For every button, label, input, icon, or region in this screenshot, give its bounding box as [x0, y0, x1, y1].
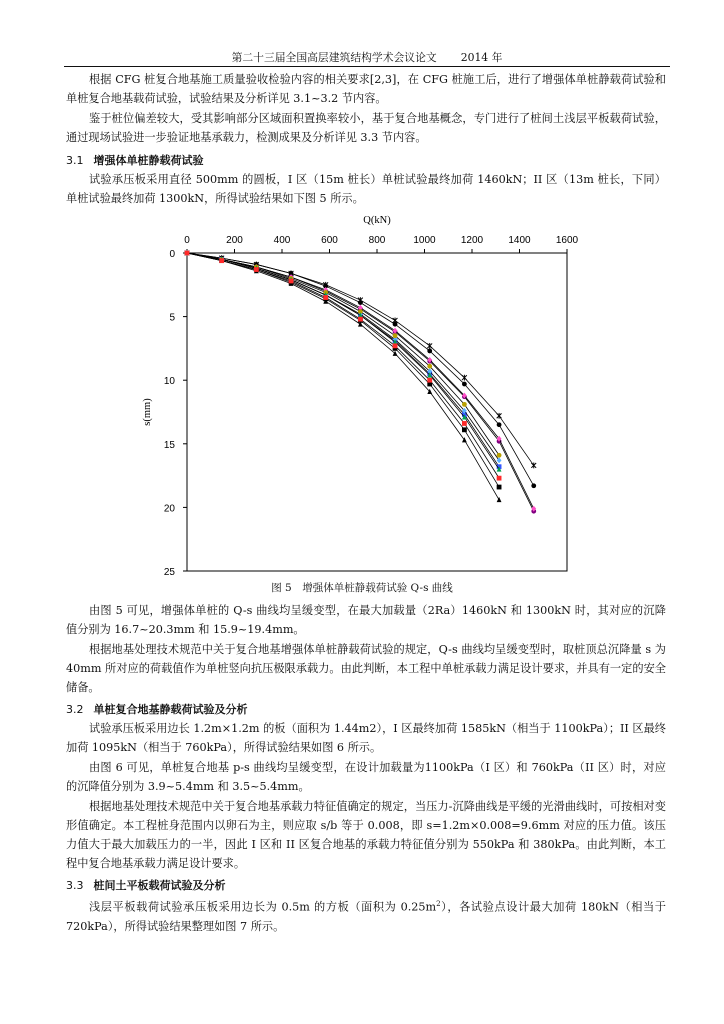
data-point [497, 476, 502, 481]
x-tick-label: 1000 [413, 235, 436, 246]
section-3-3-heading [66, 877, 226, 893]
section-number: 3.3 [66, 879, 84, 892]
data-point [462, 382, 467, 387]
series-line [187, 253, 499, 500]
y-tick-label: 0 [169, 249, 175, 260]
y-tick-label: 5 [169, 312, 175, 324]
series-line [187, 253, 499, 467]
sec32-paragraph-3 [66, 797, 666, 873]
y-tick-label: 15 [163, 439, 175, 451]
data-point [462, 427, 467, 432]
sec33-p1a-text: 浅层平板载荷试验承压板采用边长为 0.5m 的方板（面积为 0.25m [89, 900, 437, 914]
data-point [462, 402, 467, 407]
section-title: 桩间土平板载荷试验及分析 [93, 879, 226, 892]
data-point [185, 251, 190, 256]
data-point [427, 378, 432, 383]
intro-p1-text: 根据 CFG 桩复合地基施工质量验收检验内容的相关要求[2,3]，在 CFG 桩施工后，进行了增强体单桩静载荷试验和单桩复合地基载荷试验，试验结果及分析详见 3.1~3.2 节内容。 [66, 73, 666, 105]
data-point [497, 453, 502, 458]
y-tick-label: 25 [163, 567, 175, 578]
x-tick-label: 400 [273, 235, 291, 246]
data-point [219, 258, 224, 263]
data-point [497, 422, 502, 427]
data-point [393, 343, 398, 348]
section-title: 增强体单桩静载荷试验 [93, 154, 204, 167]
y-axis-label: s(mm) [142, 398, 153, 426]
sec32-p3-text: 根据地基处理技术规范中关于复合地基承载力特征值确定的规定，当压力-沉降曲线是平缓的光滑曲线时，可按相对变形值确定。本工程桩身范围内以卵石为主，则应取 s/b 等于 0.008，即 s=1.2m×0.008=9.6mm 对应的压力值。该压力值大于最大加载压力的一半，因此 I 区和 II 区复合地基的承载力特征值分别为 550kPa 和 380kPa。由此判断，本工程中复合地基承载力满足设计要求。 [66, 800, 666, 870]
series-line [187, 253, 499, 469]
sec33-paragraph-1 [66, 895, 666, 936]
figure-caption: 图 5 增强体单桩静载荷试验 Q-s 曲线 [271, 582, 453, 594]
y-tick-label: 10 [163, 376, 175, 388]
sec31-paragraph-2 [66, 601, 666, 639]
sec31-p3-text: 根据地基处理技术规范中关于复合地基增强体单桩静载荷试验的规定，Q-s 曲线均呈缓变型时，取桩顶总沉降量 s 为 40mm 所对应的荷载值作为单桩竖向抗压极限承载力。由此判断，本工程中单桩承载力满足设计要求，并具有一定的安全储备。 [66, 643, 666, 694]
section-title: 单桩复合地基静载荷试验及分析 [93, 703, 248, 716]
sec32-p2-text: 由图 6 可见，单桩复合地基 p-s 曲线均呈缓变型，在设计加载量为1100kPa（I 区）和 760kPa（II 区）时，对应的沉降值分别为 3.9~5.4mm 和 3.5~5.4mm。 [66, 761, 666, 793]
sec32-p1-text: 试验承压板采用边长 1.2m×1.2m 的板（面积为 1.44m2），I 区最终加荷 1585kN（相当于 1100kPa）；II 区最终加荷 1095kN（相当于 760kPa），所得试验结果如图 6 所示。 [66, 722, 666, 754]
sec33-p1b-text: ），各试验点设计最大加荷 180kN（相当于 720kPa），所得试验结果整理如图 7 所示。 [66, 900, 666, 933]
intro-p2-text: 鉴于桩位偏差较大，受其影响部分区域面积置换率较小，基于复合地基概念，专门进行了桩间土浅层平板载荷试验，通过现场试验进一步验证地基承载力，检测成果及分析详见 3.3 节内容。 [66, 112, 666, 144]
data-point [531, 483, 536, 488]
conference-year: 2014 年 [460, 51, 503, 64]
series-line [187, 253, 499, 487]
data-point [289, 279, 294, 284]
sec32-paragraph-1 [66, 719, 666, 757]
x-tick-label: 0 [184, 235, 190, 246]
sec31-p1-text: 试验承压板采用直径 500mm 的圆板，I 区（15m 桩长）单桩试验最终加荷 1460kN；II 区（13m 桩长，下同）单桩试验最终加荷 1300kN，所得试验结果如下图 5 所示。 [66, 173, 666, 205]
x-tick-label: 600 [321, 235, 338, 246]
superscript: 2 [436, 900, 441, 908]
x-tick-label: 200 [226, 235, 243, 246]
data-point [393, 351, 398, 356]
series-line [187, 253, 499, 478]
x-tick-label: 1200 [460, 235, 484, 246]
sec31-paragraph-3 [66, 640, 666, 697]
series-line [187, 253, 499, 460]
series-line [187, 253, 534, 511]
section-3-2-heading [66, 701, 248, 717]
data-point [497, 485, 502, 490]
data-point [393, 333, 398, 338]
x-tick-label: 1400 [508, 235, 531, 246]
x-tick-label: 1600 [555, 235, 579, 246]
series-line [187, 253, 499, 455]
conference-name: 第二十三届全国高层建筑结构学术会议论文 [231, 51, 437, 64]
data-point [254, 267, 259, 272]
y-tick-label: 20 [163, 503, 175, 515]
data-point [427, 364, 432, 369]
sec31-p2-text: 由图 5 可见，增强体单桩的 Q-s 曲线均呈缓变型，在最大加载量（2Ra）1460kN 和 1300kN 时，其对应的沉降值分别为 16.7~20.3mm 和 15.9~19.4mm。 [66, 604, 666, 636]
data-point [358, 317, 363, 322]
data-point [462, 421, 467, 426]
sec32-paragraph-2 [66, 758, 666, 796]
section-number: 3.2 [66, 703, 84, 716]
x-axis-label: Q(kN) [363, 215, 391, 226]
section-number: 3.1 [66, 154, 84, 167]
data-point [323, 295, 328, 300]
x-tick-label: 800 [368, 235, 386, 246]
plot-area-frame [187, 253, 567, 571]
series-line [187, 253, 534, 465]
data-point [427, 349, 432, 354]
